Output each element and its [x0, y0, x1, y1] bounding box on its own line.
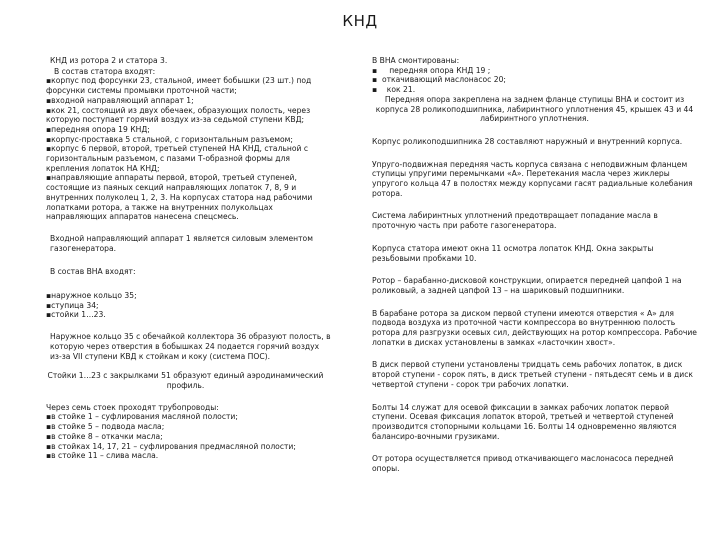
vna-paragraph: Входной направляющий аппарат 1 является силовым элементом газогенератора.: [50, 233, 313, 253]
vna-mounted-heading: В ВНА смонтированы:: [372, 56, 460, 65]
bolts-paragraph: Болты 14 служат для осевой фиксации в замках рабочих лопаток первой ступени. Осевая фиксация лопаток второй, третьей и четвертой ступеней производится стопорными кольцами 16. Болты 14 одновременно являются балансиро-вочными грузиками.: [372, 402, 677, 441]
list-item: ▪в стойке 5 – подвода масла;: [46, 422, 165, 432]
stator-heading: В состав статора входят:: [54, 66, 156, 76]
list-item: ▪корпус-проставка 5 стальной, с горизонтальным разъемом;: [46, 134, 293, 144]
list-item: ▪в стойке 8 – откачки масла;: [46, 431, 163, 441]
list-item: ▪ откачивающий маслонасос 20;: [372, 75, 506, 85]
list-item: ▪передняя опора 19 КНД;: [46, 124, 150, 134]
right-column: [372, 56, 697, 474]
elastic-support-paragraph: Упруго-подвижная передняя часть корпуса связана с неподвижным фланцем ступицы упругими перемычками «А». Перетекания масла через жиклеры упругого кольца 47 в полостях между корпусами гасят радиальные колебания ротора.: [372, 159, 693, 198]
list-item: ▪ передняя опора КНД 19 ;: [372, 65, 491, 75]
front-support-paragraph: Передняя опора закреплена на заднем фланце ступицы ВНА и состоит из корпуса 28 роликоподшипника, лабиринтного уплотнения 45, крышек 43 и 44 лабиринтного уплотнения.: [375, 94, 694, 124]
list-item: ▪корпус 6 первой, второй, третьей ступеней НА КНД, стальной с горизонтальным разъемом, с пазами Т-образной формы для крепления лопаток НА КНД;: [46, 144, 309, 173]
list-item: ▪входной направляющий аппарат 1;: [46, 95, 194, 105]
list-item: ▪стойки 1…23.: [46, 310, 106, 320]
windows-paragraph: Корпуса статора имеют окна 11 осмотра лопаток КНД. Окна закрыты резьбовыми пробками 10.: [372, 243, 654, 263]
drive-paragraph: От ротора осуществляется привод откачивающего маслонасоса передней опоры.: [372, 454, 674, 474]
bearing-housing-paragraph: Корпус роликоподшипника 28 составляют наружный и внутренний корпуса.: [372, 136, 683, 146]
labyrinth-paragraph: Система лабиринтных уплотнений предотвращает попадание масла в проточную часть при работе газогенератора.: [372, 211, 658, 231]
vna-heading: В состав ВНА входят:: [50, 267, 136, 277]
blades-paragraph: В диск первой ступени установлены тридцать семь рабочих лопаток, в диск второй ступени - сорок пять, в диск третьей ступени - пятьдесят семь и в диск четвертой ступени - сорок три рабочих лопатки.: [372, 360, 693, 389]
list-item: ▪в стойке 1 – суфлирования масляной полости;: [46, 412, 238, 422]
list-item: ▪ кок 21.: [372, 85, 416, 95]
list-item: ▪корпус под форсунки 23, стальной, имеет бобышки (23 шт.) под форсунки системы промывки проточной части;: [46, 76, 312, 96]
ring-paragraph: Наружное кольцо 35 с обечайкой коллектора 36 образуют полость, в которую через отверстия в бобышках 24 подается горячий воздух из-за VII ступени КВД к стойкам и коку (система ПОС).: [50, 332, 331, 361]
list-item: ▪в стойке 11 – слива масла.: [46, 451, 159, 461]
list-item: ▪кок 21, состоящий из двух обечаек, образующих полость, через которую поступает горячий воздух из-за седьмой ступени КВД;: [46, 105, 311, 125]
intro-text: КНД из ротора 2 и статора 3.: [50, 56, 168, 65]
struts-paragraph: Стойки 1…23 с закрылками 51 образуют единый аэродинамический профиль.: [47, 371, 324, 390]
page-title: КНД: [342, 12, 378, 30]
drum-paragraph: В барабане ротора за диском первой ступени имеются отверстия « А» для подвода воздуха из проточной части компрессора во внутреннюю полость ротора для разгрузки осевых сил, действующих на ротор компрессора. Рабочие лопатки в дисках установлены в замках «ласточкин хвост».: [372, 308, 697, 347]
list-item: ▪наружное кольцо 35;: [46, 291, 137, 301]
pipes-heading: Через семь стоек проходят трубопроводы:: [46, 402, 219, 412]
rotor-paragraph: Ротор – барабанно-дисковой конструкции, опирается передней цапфой 1 на роликовый, а задней цапфой 13 – на шариковый подшипники.: [372, 276, 682, 295]
left-column: [46, 56, 331, 461]
list-item: ▪ступица 34;: [46, 300, 99, 310]
list-item: ▪в стойках 14, 17, 21 – суфлирования предмасляной полости;: [46, 441, 296, 451]
list-item: ▪направляющие аппараты первой, второй, третьей ступеней, состоящие из паяных секций направляющих лопаток 7, 8, 9 и внутренних полуколец 1, 2, 3. На корпусах статора над рабочими лопатками ротора, а также на внутренних полукольцах направляющих аппаратов нанесена спецсмесь.: [46, 173, 313, 222]
